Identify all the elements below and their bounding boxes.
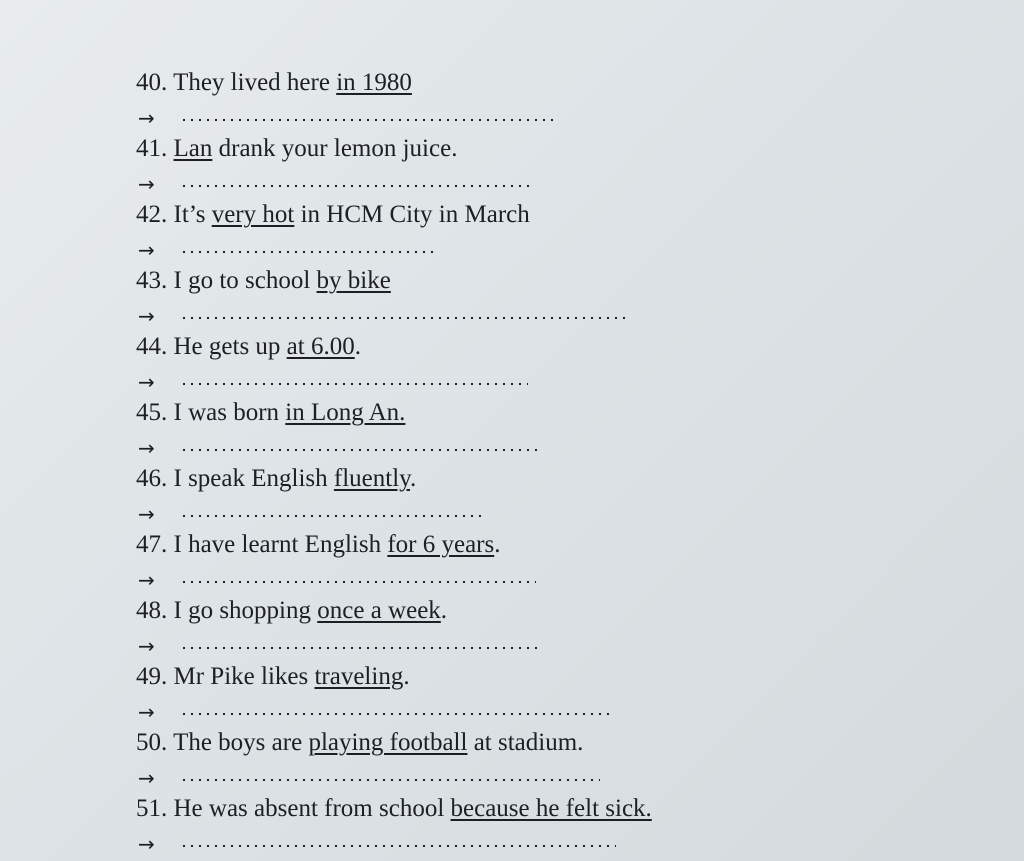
sentence-fragment: . [410,465,417,492]
arrow-icon: → [138,700,155,724]
sentence-fragment: at stadium. [467,729,584,756]
question-number: 43. [136,267,168,294]
question-text [136,662,896,692]
question-number: 47. [136,531,168,558]
answer-line [136,168,896,194]
answer-line [136,630,896,656]
question-number: 41. [136,135,168,162]
sentence-fragment: . [440,597,448,624]
arrow-icon: → [138,502,155,526]
question-number: 51. [136,795,168,822]
underlined-phrase: in 1980 [336,69,412,96]
sentence-fragment: The boys are [173,729,309,756]
answer-line [136,366,896,392]
answer-line [136,498,896,524]
answer-blank[interactable] [180,580,536,584]
answer-blank[interactable] [180,712,612,716]
exercise-item [136,332,896,392]
underlined-phrase: fluently [333,465,411,492]
sentence-fragment: drank your lemon juice. [212,135,458,162]
sentence-fragment: He gets up [173,333,287,360]
arrow-icon: → [138,106,155,130]
answer-blank[interactable] [180,184,530,188]
answer-blank[interactable] [180,844,616,848]
answer-blank[interactable] [180,250,436,254]
sentence-fragment: They lived here [173,69,337,96]
sentence-fragment: . [354,333,361,360]
sentence-fragment: I was born [173,399,286,426]
sentence-fragment: It’s [173,201,212,228]
sentence-fragment: in HCM City in March [294,201,530,228]
question-text [136,134,896,164]
question-number: 49. [136,663,168,690]
answer-blank[interactable] [180,316,626,320]
exercise-item [136,662,896,722]
answer-line [136,696,896,722]
exercise-item [136,134,896,194]
question-text [136,266,896,296]
question-text [136,728,896,758]
question-number: 45. [136,399,168,426]
underlined-phrase: at 6.00 [286,333,355,360]
exercise-item [136,200,896,260]
question-number: 50. [136,729,168,756]
underlined-phrase: traveling [314,663,404,690]
underlined-phrase: Lan [173,135,213,162]
arrow-icon: → [138,766,155,790]
sentence-fragment: I speak English [173,465,334,492]
underlined-phrase: in Long An. [285,399,406,426]
question-number: 48. [136,597,168,624]
underlined-phrase: playing football [308,729,468,756]
question-text [136,200,896,230]
question-number: 40. [136,69,168,96]
question-text [136,596,896,626]
answer-line [136,432,896,458]
question-number: 42. [136,201,168,228]
exercise-item [136,464,896,524]
exercise-item [136,596,896,656]
sentence-fragment: . [494,531,501,558]
underlined-phrase: by bike [316,267,391,294]
answer-blank[interactable] [180,448,540,452]
answer-line [136,234,896,260]
underlined-phrase: for 6 years [387,531,495,558]
arrow-icon: → [138,436,155,460]
question-number: 46. [136,465,168,492]
arrow-icon: → [138,832,155,856]
answer-line [136,564,896,590]
question-text [136,530,896,560]
underlined-phrase: very hot [211,201,295,228]
exercise-item [136,266,896,326]
arrow-icon: → [138,304,155,328]
answer-blank[interactable] [180,514,484,518]
arrow-icon: → [138,634,155,658]
underlined-phrase: because he felt sick. [450,795,652,822]
sentence-fragment: I have learnt English [173,531,388,558]
answer-blank[interactable] [180,778,600,782]
answer-blank[interactable] [180,646,538,650]
arrow-icon: → [138,172,155,196]
question-text [136,332,896,362]
exercise-item [136,530,896,590]
answer-blank[interactable] [180,382,528,386]
sentence-fragment: I go to school [173,267,317,294]
question-text [136,464,896,494]
arrow-icon: → [138,370,155,394]
arrow-icon: → [138,238,155,262]
answer-line [136,102,896,128]
question-text [136,68,896,98]
exercise-item [136,728,896,788]
underlined-phrase: once a week [317,597,441,624]
question-text [136,398,896,428]
arrow-icon: → [138,568,155,592]
sentence-fragment: I go shopping [173,597,318,624]
exercise-item [136,398,896,458]
sentence-fragment: He was absent from school [173,795,451,822]
answer-line [136,762,896,788]
exercise-item [136,794,896,854]
question-text [136,794,896,824]
exercise-item [136,68,896,128]
answer-line [136,828,896,854]
answer-line [136,300,896,326]
question-number: 44. [136,333,168,360]
sentence-fragment: . [403,663,410,690]
sentence-fragment: Mr Pike likes [173,663,315,690]
answer-blank[interactable] [180,118,554,122]
